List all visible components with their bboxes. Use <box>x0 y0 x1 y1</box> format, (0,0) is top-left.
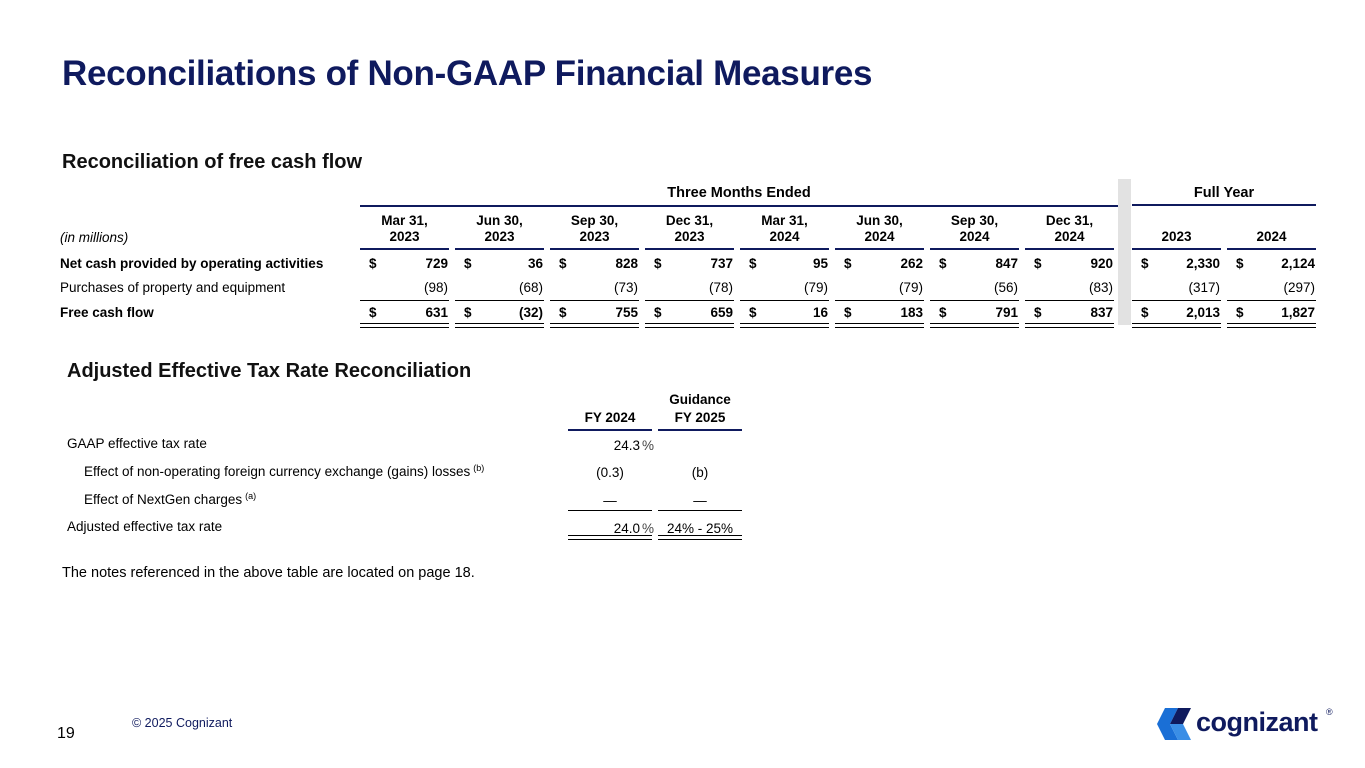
table-cell: 631 <box>425 305 448 320</box>
currency-symbol: $ <box>369 256 377 271</box>
column-header-line1: Dec 31, <box>1045 213 1094 228</box>
currency-symbol: $ <box>939 256 947 271</box>
column-header-line1: Jun 30, <box>476 213 523 228</box>
table-cell: (98) <box>423 280 448 295</box>
column-header-underline <box>930 248 1019 250</box>
tax-value-fy2025: (b) <box>691 465 709 480</box>
cognizant-logo <box>1156 707 1336 741</box>
table-row <box>58 301 1318 325</box>
table-cell: (79) <box>898 280 923 295</box>
column-header-2 <box>550 213 639 245</box>
column-header-line2: 2023 <box>389 229 420 244</box>
row-label: Net cash provided by operating activities <box>60 256 324 271</box>
tax-value-fy2024: (0.3) <box>596 465 624 480</box>
table-cell: 791 <box>995 305 1018 320</box>
currency-symbol: $ <box>1236 256 1244 271</box>
table-cell: (32) <box>518 305 543 320</box>
tax-section-title: Adjusted Effective Tax Rate Reconciliation <box>67 360 472 382</box>
table-cell: 1,827 <box>1281 305 1315 320</box>
tax-col-fy2025: FY 2025 <box>674 410 726 425</box>
currency-symbol: $ <box>559 305 567 320</box>
percent-sign: % <box>642 521 655 536</box>
table-cell: (79) <box>803 280 828 295</box>
table-cell: (73) <box>613 280 638 295</box>
currency-symbol: $ <box>654 305 662 320</box>
table-cell: 262 <box>900 256 923 271</box>
currency-symbol: $ <box>1141 305 1149 320</box>
total-double-rule <box>360 323 449 328</box>
logo-wordmark: cognizant <box>1196 707 1318 737</box>
column-header-line2: 2024 <box>959 229 990 244</box>
tax-value-fy2025: — <box>693 493 707 508</box>
subtotal-rule <box>930 300 1019 301</box>
currency-symbol: $ <box>369 305 377 320</box>
currency-symbol: $ <box>1141 256 1149 271</box>
column-header-1 <box>455 213 544 245</box>
tax-row-label-text: Adjusted effective tax rate <box>67 519 223 534</box>
tax-col2-underline <box>658 429 742 431</box>
column-header-underline <box>645 248 734 250</box>
column-header-line2: 2023 <box>1161 229 1192 244</box>
footnote-marker: (b) <box>473 463 485 473</box>
table-cell: 920 <box>1090 256 1113 271</box>
tax-value-fy2024: 24.3 <box>613 438 640 453</box>
currency-symbol: $ <box>559 256 567 271</box>
tax-row-label-text: GAAP effective tax rate <box>67 436 207 451</box>
fcf-section-title: Reconciliation of free cash flow <box>62 151 363 173</box>
column-header-line1: Dec 31, <box>665 213 714 228</box>
subtotal-rule <box>645 300 734 301</box>
currency-symbol: $ <box>749 256 757 271</box>
tax-col1-underline <box>568 429 652 431</box>
tax-row-label <box>84 463 484 479</box>
table-cell: 2,330 <box>1186 256 1220 271</box>
table-cell: (78) <box>708 280 733 295</box>
tax-col-guidance-label: Guidance <box>669 392 731 407</box>
column-header-line1: Sep 30, <box>950 213 999 228</box>
cognizant-logo-mark-icon <box>1156 707 1192 741</box>
subtotal-rule <box>360 300 449 301</box>
page-title: Reconciliations of Non-GAAP Financial Measures <box>62 54 873 93</box>
table-cell: 36 <box>527 256 543 271</box>
currency-symbol: $ <box>1034 256 1042 271</box>
table-cell: (317) <box>1188 280 1220 295</box>
table-cell: (297) <box>1283 280 1315 295</box>
column-header-underline <box>1132 248 1221 250</box>
tax-total-double-rule <box>568 535 652 540</box>
column-header-line2: 2024 <box>769 229 800 244</box>
table-row <box>58 276 1318 300</box>
column-header-line2: 2023 <box>674 229 705 244</box>
footnote-reference: The notes referenced in the above table are located on page 18. <box>62 565 475 581</box>
currency-symbol: $ <box>464 305 472 320</box>
currency-symbol: $ <box>1034 305 1042 320</box>
table-cell: 737 <box>710 256 733 271</box>
tax-row-label <box>84 491 256 507</box>
column-header-line2: 2024 <box>1054 229 1085 244</box>
currency-symbol: $ <box>844 305 852 320</box>
group-header-three-months: Three Months Ended <box>667 185 811 201</box>
column-header-underline <box>1227 248 1316 250</box>
column-header-underline <box>1025 248 1114 250</box>
tax-subtotal-rule <box>658 510 742 511</box>
column-header-underline <box>550 248 639 250</box>
total-double-rule <box>930 323 1019 328</box>
tax-row <box>62 461 762 483</box>
currency-symbol: $ <box>654 256 662 271</box>
table-cell: (68) <box>518 280 543 295</box>
table-cell: 2,013 <box>1186 305 1220 320</box>
tax-row-label <box>67 519 222 534</box>
column-header-line2: 2024 <box>864 229 895 244</box>
currency-symbol: $ <box>939 305 947 320</box>
tax-total-double-rule <box>658 535 742 540</box>
column-header-7 <box>1025 213 1114 245</box>
column-header-line1: Mar 31, <box>381 213 428 228</box>
column-header-line1: Mar 31, <box>761 213 808 228</box>
footnote-marker: (a) <box>245 491 257 501</box>
table-cell: 847 <box>995 256 1018 271</box>
table-cell: 183 <box>900 305 923 320</box>
subtotal-rule <box>1025 300 1114 301</box>
currency-symbol: $ <box>464 256 472 271</box>
column-header-underline <box>360 248 449 250</box>
tax-value-fy2024: 24.0 <box>613 521 640 536</box>
table-cell: 16 <box>812 305 828 320</box>
table-cell: (83) <box>1088 280 1113 295</box>
subtotal-rule <box>550 300 639 301</box>
total-double-rule <box>1025 323 1114 328</box>
total-double-rule <box>550 323 639 328</box>
table-row <box>58 252 1318 276</box>
table-cell: 95 <box>812 256 828 271</box>
group-underline-quarters <box>360 205 1118 207</box>
currency-symbol: $ <box>749 305 757 320</box>
subtotal-rule <box>1227 300 1316 301</box>
column-header-line1: Jun 30, <box>856 213 903 228</box>
column-header-0 <box>360 213 449 245</box>
currency-symbol: $ <box>1236 305 1244 320</box>
tax-row-label-text: Effect of non-operating foreign currency exchange (gains) losses <box>84 464 471 479</box>
row-label: Purchases of property and equipment <box>60 280 286 295</box>
column-header-underline <box>455 248 544 250</box>
table-cell: 2,124 <box>1281 256 1315 271</box>
column-header-4 <box>740 213 829 245</box>
table-cell: 729 <box>425 256 448 271</box>
tax-subtotal-rule <box>568 510 652 511</box>
column-header-line2: 2023 <box>579 229 610 244</box>
units-label: (in millions) <box>60 230 129 245</box>
table-cell: 659 <box>710 305 733 320</box>
table-cell: 828 <box>615 256 638 271</box>
column-header-3 <box>645 213 734 245</box>
tax-row-label <box>67 436 207 451</box>
total-double-rule <box>645 323 734 328</box>
subtotal-rule <box>740 300 829 301</box>
column-header-5 <box>835 213 924 245</box>
currency-symbol: $ <box>844 256 852 271</box>
tax-row <box>62 517 762 539</box>
tax-row-label-text: Effect of NextGen charges <box>84 492 243 507</box>
copyright: © 2025 Cognizant <box>132 716 233 730</box>
column-header-underline <box>740 248 829 250</box>
column-header-line2: 2024 <box>1256 229 1287 244</box>
total-double-rule <box>455 323 544 328</box>
page-number: 19 <box>57 725 75 742</box>
column-header-6 <box>930 213 1019 245</box>
column-header-line1: Sep 30, <box>570 213 619 228</box>
table-cell: 755 <box>615 305 638 320</box>
logo-registered-mark: ® <box>1326 707 1333 717</box>
table-cell: 837 <box>1090 305 1113 320</box>
column-header-8 <box>1132 229 1221 245</box>
tax-value-fy2025: 24% - 25% <box>666 521 734 536</box>
percent-sign: % <box>642 438 655 453</box>
row-label: Free cash flow <box>60 305 154 320</box>
subtotal-rule <box>835 300 924 301</box>
table-cell: (56) <box>993 280 1018 295</box>
column-header-line2: 2023 <box>484 229 515 244</box>
tax-value-fy2024: — <box>603 493 617 508</box>
tax-row <box>62 434 762 456</box>
total-double-rule <box>1227 323 1316 328</box>
column-header-underline <box>835 248 924 250</box>
tax-row <box>62 489 762 511</box>
group-underline-year <box>1132 204 1316 206</box>
subtotal-rule <box>1132 300 1221 301</box>
group-header-full-year: Full Year <box>1193 185 1255 201</box>
tax-col-fy2024: FY 2024 <box>584 410 636 425</box>
total-double-rule <box>835 323 924 328</box>
column-header-9 <box>1227 229 1316 245</box>
total-double-rule <box>740 323 829 328</box>
total-double-rule <box>1132 323 1221 328</box>
subtotal-rule <box>455 300 544 301</box>
